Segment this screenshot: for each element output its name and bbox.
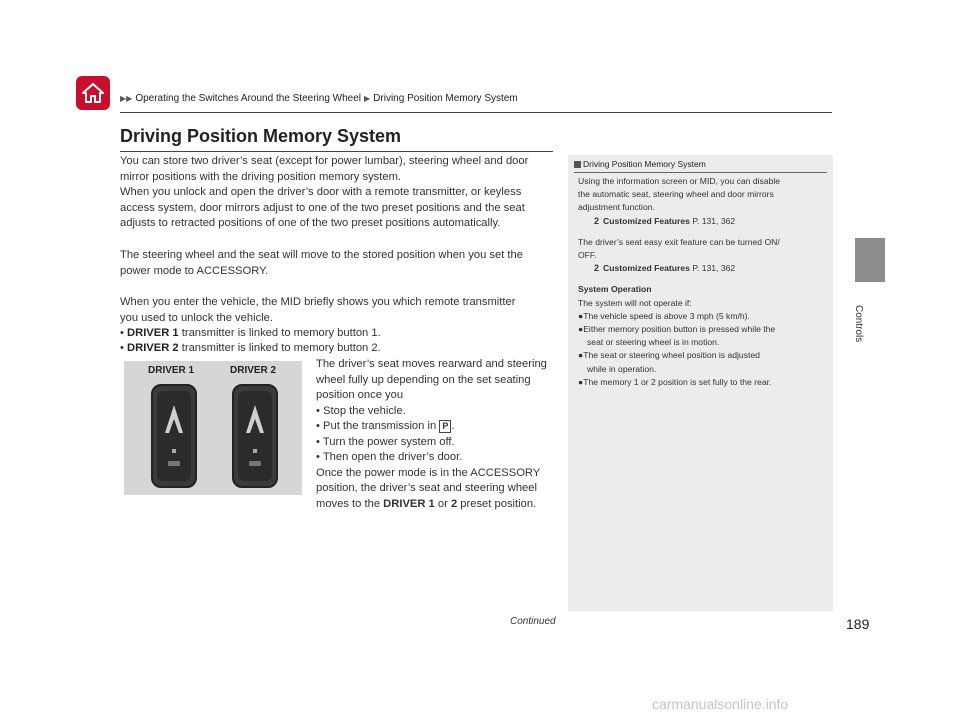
title-divider — [120, 151, 553, 152]
bullet-driver-1: • DRIVER 1 transmitter is linked to memory button 1. — [120, 327, 381, 339]
breadcrumb — [120, 93, 518, 104]
header-divider — [120, 112, 832, 113]
home-icon — [81, 82, 105, 104]
steering-paragraph: The steering wheel and the seat will move to the stored position when you set the power mode to ACCESSORY. — [120, 249, 523, 277]
bullet-dot-icon: • — [120, 327, 128, 339]
reference-icon: 2 — [594, 215, 600, 226]
reference-icon: 2 — [594, 263, 600, 274]
intro-paragraph: You can store two driver’s seat (except for power lumbar), steering wheel and door mirror positions with the driving position memory system. When you unlock and open the driver’s door with a remote transmitter, or keyless access system, door mirrors adjust to one of the two preset positions and the seat adjusts to retracted positions of one of the two preset positions automatically. — [120, 155, 529, 229]
section-tab[interactable] — [855, 238, 885, 282]
ref-link-customized-features[interactable]: 2 Customized Features P. 131, 362 — [578, 262, 826, 275]
key-fob-1-icon — [150, 383, 198, 489]
home-button[interactable] — [76, 76, 110, 110]
continued-label: Continued — [510, 616, 556, 627]
page-title: Driving Position Memory System — [120, 126, 402, 146]
park-indicator: P — [439, 420, 451, 433]
bullet-dot-icon: • — [120, 342, 128, 354]
mid-paragraph: When you enter the vehicle, the MID briefly shows you which remote transmitter you used to unlock the vehicle. — [120, 296, 516, 324]
watermark: carmanualsonline.info — [652, 696, 789, 712]
key-fob-illustration — [124, 361, 302, 495]
key-fob-2-icon — [231, 383, 279, 489]
page-number: 189 — [846, 616, 870, 632]
breadcrumb-arrow-icon: ▶▶ — [120, 94, 133, 103]
breadcrumb-current: Driving Position Memory System — [373, 93, 518, 104]
sidebar-body: Using the information screen or MID, you can disable the automatic seat, steering wheel and door mirrors adjustment function. 2 Customized Features P. 131, 362 The driver’s seat easy exit feature can be turned ON/ OFF. 2 Customized Features P. 131, 362 System Operation The system will not operate if: ●The vehicle speed is above 3 mph (5 km/h). ●Either memory position button is pressed while the seat or steering wheel is in motion. ●The seat or steering wheel position is adjusted while in operation. ●The memory 1 or 2 position is set fully to the rear. — [578, 175, 826, 389]
sidebar-note — [568, 155, 833, 611]
key-label-driver-2: DRIVER 2 — [230, 365, 277, 376]
ref-link-customized-features[interactable]: 2 Customized Features P. 131, 362 — [578, 215, 826, 228]
system-operation-heading: System Operation — [578, 284, 652, 295]
breadcrumb-arrow-icon: ▶ — [364, 94, 371, 103]
breadcrumb-section[interactable]: Operating the Switches Around the Steering Wheel — [135, 93, 362, 104]
note-icon — [574, 161, 581, 168]
sidebar-header: Driving Position Memory System — [574, 159, 706, 169]
seat-movement-text: The driver’s seat moves rearward and steering wheel fully up depending on the set seating position once you • Stop the vehicle. • Put the transmission in P . • Turn the power system off. • Then open the driver’s door. Once the power mode is in the ACCESSORY position, the driver’s seat and steering wheel moves to the DRIVER 1 or 2 preset position. — [316, 358, 547, 510]
sidebar-divider — [574, 172, 827, 173]
key-label-driver-1: DRIVER 1 — [148, 365, 195, 376]
bullet-driver-2: • DRIVER 2 transmitter is linked to memory button 2. — [120, 342, 381, 354]
section-label: Controls — [853, 305, 864, 343]
